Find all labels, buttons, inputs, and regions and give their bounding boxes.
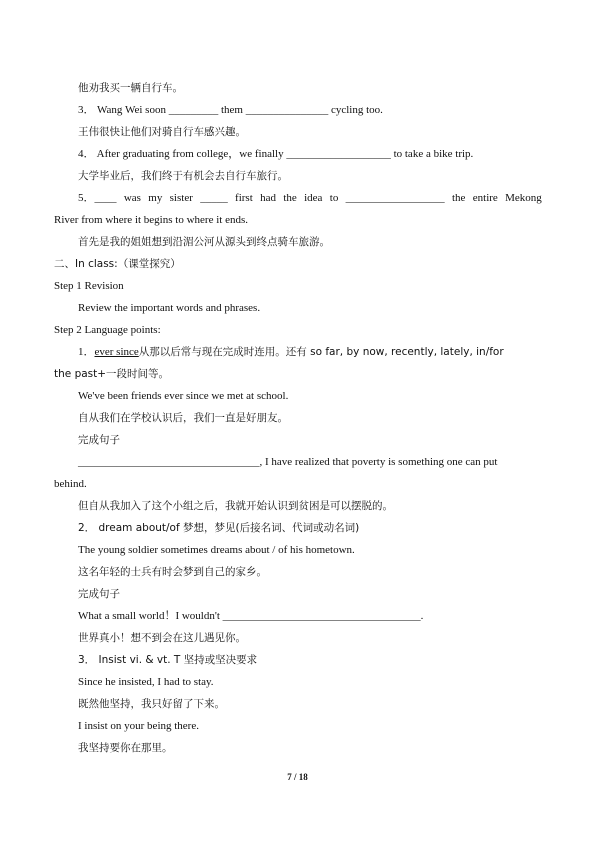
step-heading: Step 1 Revision	[54, 280, 124, 292]
section-heading: 二、In class:（课堂探究）	[54, 258, 181, 270]
text-line: 完成句子	[78, 434, 120, 446]
text-line: Review the important words and phrases.	[78, 302, 261, 314]
example-sentence: We've been friends ever since we met at school.	[78, 390, 289, 402]
point-3: 3． Insist vi. & vt. T 坚持或坚决要求	[78, 654, 258, 666]
text-line: 但自从我加入了这个小组之后，我就开始认识到贫困是可以摆脱的。	[78, 500, 393, 512]
text-line: 王伟很快让他们对骑自行车感兴趣。	[78, 126, 246, 138]
text-line: 既然他坚持，我只好留了下来。	[78, 698, 225, 710]
text-line: 世界真小！想不到会在这儿遇见你。	[78, 632, 246, 644]
text-line: 这名年轻的士兵有时会梦到自己的家乡。	[78, 566, 267, 578]
page-number: 7 / 18	[287, 772, 308, 782]
text-line: 大学毕业后，我们终于有机会去自行车旅行。	[78, 170, 288, 182]
exercise-4: 4． After graduating from college，we finally ___________________ to take a bike trip.	[78, 148, 474, 160]
example-sentence: The young soldier sometimes dreams about / of his hometown.	[78, 544, 355, 556]
text-line: River from where it begins to where it ends.	[54, 214, 248, 226]
text-line: 我坚持要你在那里。	[78, 742, 173, 754]
example-sentence: Since he insisted, I had to stay.	[78, 676, 214, 688]
text-line: 完成句子	[78, 588, 120, 600]
exercise-3: 3． Wang Wei soon _________ them _______________ cycling too.	[78, 104, 383, 116]
text-line: 首先是我的姐姐想到沿湄公河从源头到终点骑车旅游。	[78, 236, 330, 248]
text-line: 自从我们在学校认识后，我们一直是好朋友。	[78, 412, 288, 424]
key-term: ever since	[94, 346, 139, 358]
text-line: behind.	[54, 478, 87, 490]
fill-in-sentence: What a small world！I wouldn't ____________________________________.	[78, 610, 424, 622]
fill-in-sentence: _________________________________, I have realized that poverty is something one can put	[78, 456, 498, 468]
step-heading: Step 2 Language points:	[54, 324, 161, 336]
example-sentence: I insist on your being there.	[78, 720, 199, 732]
text-line: the past+一段时间等。	[54, 368, 170, 380]
point-1: 1．ever since从那以后常与现在完成时连用。还有 so far, by now, recently, lately, in/for	[78, 346, 504, 358]
exercise-5: 5．____ was my sister _____ first had the idea to __________________ the entire Mekong	[78, 192, 542, 204]
text-line: 他劝我买一辆自行车。	[78, 82, 183, 94]
point-2: 2． dream about/of 梦想，梦见(后接名词、代词或动名词)	[78, 522, 360, 534]
